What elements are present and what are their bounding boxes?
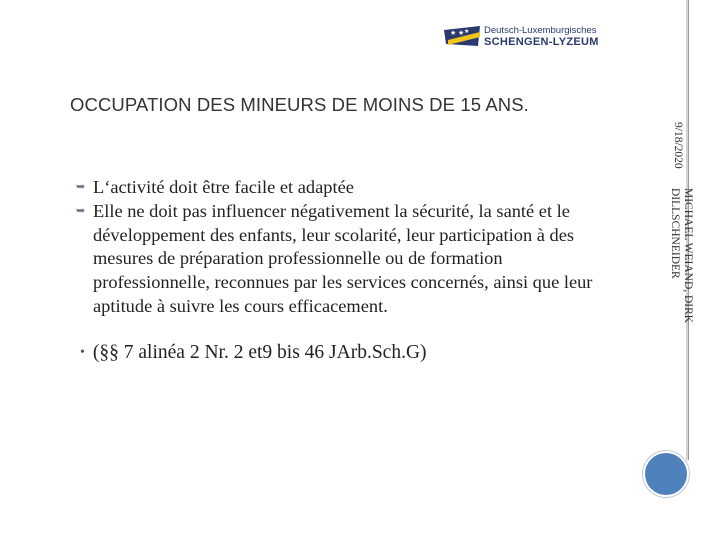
bullet-list xyxy=(76,176,621,319)
decorative-circle xyxy=(643,451,689,497)
reference-bullet xyxy=(80,342,427,364)
svg-text:★ ★: ★ ★ xyxy=(450,29,465,37)
slide-date: 9/18/2020 xyxy=(672,122,684,169)
slide-title: OCCUPATION DES MINEURS DE MOINS DE 15 ANS. xyxy=(70,94,529,115)
curved-arrow-bullet-icon: ➥ xyxy=(76,204,86,217)
logo-text-line1: Deutsch-Luxemburgisches xyxy=(484,25,597,36)
curved-arrow-bullet-icon: ➥ xyxy=(76,181,86,193)
svg-text:★: ★ xyxy=(464,29,470,35)
logo-text-line2: SCHENGEN-LYZEUM xyxy=(484,36,599,48)
slide-author: MICHAEL WEIAND, DIRK DILLSCHNEIDER xyxy=(669,188,694,324)
bullet-item xyxy=(76,200,621,319)
star-flag-logo-icon xyxy=(444,24,484,48)
bullet-item xyxy=(76,176,621,200)
bullet-text: L‘activité doit être facile et adaptée xyxy=(93,177,354,197)
reference-text: (§§ 7 alinéa 2 Nr. 2 et9 bis 46 JArb.Sch.G) xyxy=(92,342,427,363)
dot-bullet-icon: • xyxy=(80,345,85,360)
bullet-text: Elle ne doit pas influencer négativement la sécurité, la santé et le développement des enfants, leur scolarité, leur participation à des mesures de préparation professionnelle ou de formation professionnelle, reconnues par les services concernés, ainsi que leur aptitude à suivre les cours efficacement. xyxy=(93,200,593,316)
school-logo xyxy=(444,22,604,52)
